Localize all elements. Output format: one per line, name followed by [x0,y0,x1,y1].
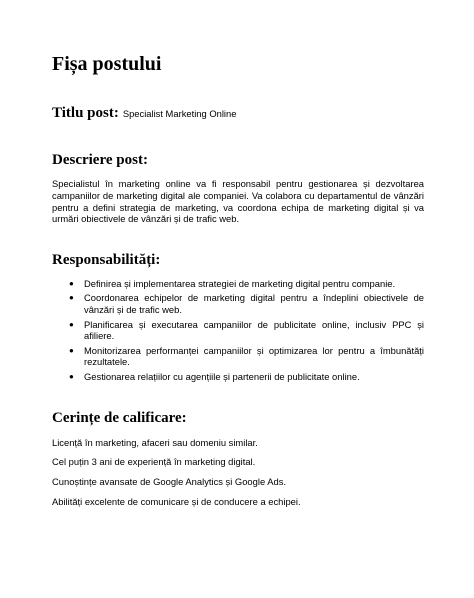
page-title: Fișa postului [52,53,162,75]
list-item-text: Definirea și implementarea strategiei de marketing digital pentru companie. [84,278,396,290]
qualification-item: Abilități excelente de comunicare și de conducere a echipei. [52,495,301,507]
bullet-icon: ● [69,293,74,303]
list-item [69,292,424,316]
list-item [69,318,424,343]
list-item [69,370,424,383]
job-title-value: Specialist Marketing Online [122,108,237,119]
qualification-item: Cunoștințe avansate de Google Analytics și Google Ads. [52,476,286,488]
list-item-text: Coordonarea echipelor de marketing digital pentru a îndeplini obiectivele de vânzări și de trafic web. [84,292,424,316]
qualification-item: Licență în marketing, afaceri sau domeniu similar. [52,436,258,448]
job-title-label: Titlu post: [52,105,119,121]
job-title-line [52,103,424,124]
list-item-text: Monitorizarea performanței campaniilor și optimizarea lor pentru a îmbunătăți rezultatele. [84,344,424,368]
list-item-text: Planificarea și executarea campaniilor de publicitate online, inclusiv PPC și afiliere. [84,318,424,342]
list-item [69,278,424,290]
responsibilities-heading: Responsabilități: [52,252,161,269]
responsibilities-list [52,278,424,382]
qualifications-heading: Cerințe de calificare: [52,409,187,426]
qualification-item: Cel puțin 3 ani de experiență în marketing digital. [52,456,256,468]
bullet-icon: ● [69,345,74,355]
bullet-icon: ● [69,371,74,381]
description-text: Specialistul în marketing online va fi responsabil pentru gestionarea și dezvoltarea campaniilor de marketing digital ale companiei. Va colabora cu departamentul de vânzări pentru a defini strategia de marketing, va coordona echipa de marketing digital și va urmări obiectivele de vânzări și de trafic web. [52,178,424,225]
list-item-text: Gestionarea relațiilor cu agențiile și partenerii de publicitate online. [84,370,360,382]
bullet-icon: ● [69,319,74,329]
document-page [52,40,424,516]
qualifications-list [52,437,424,508]
list-item [69,344,424,369]
bullet-icon: ● [69,279,74,289]
description-heading: Descriere post: [52,152,148,168]
